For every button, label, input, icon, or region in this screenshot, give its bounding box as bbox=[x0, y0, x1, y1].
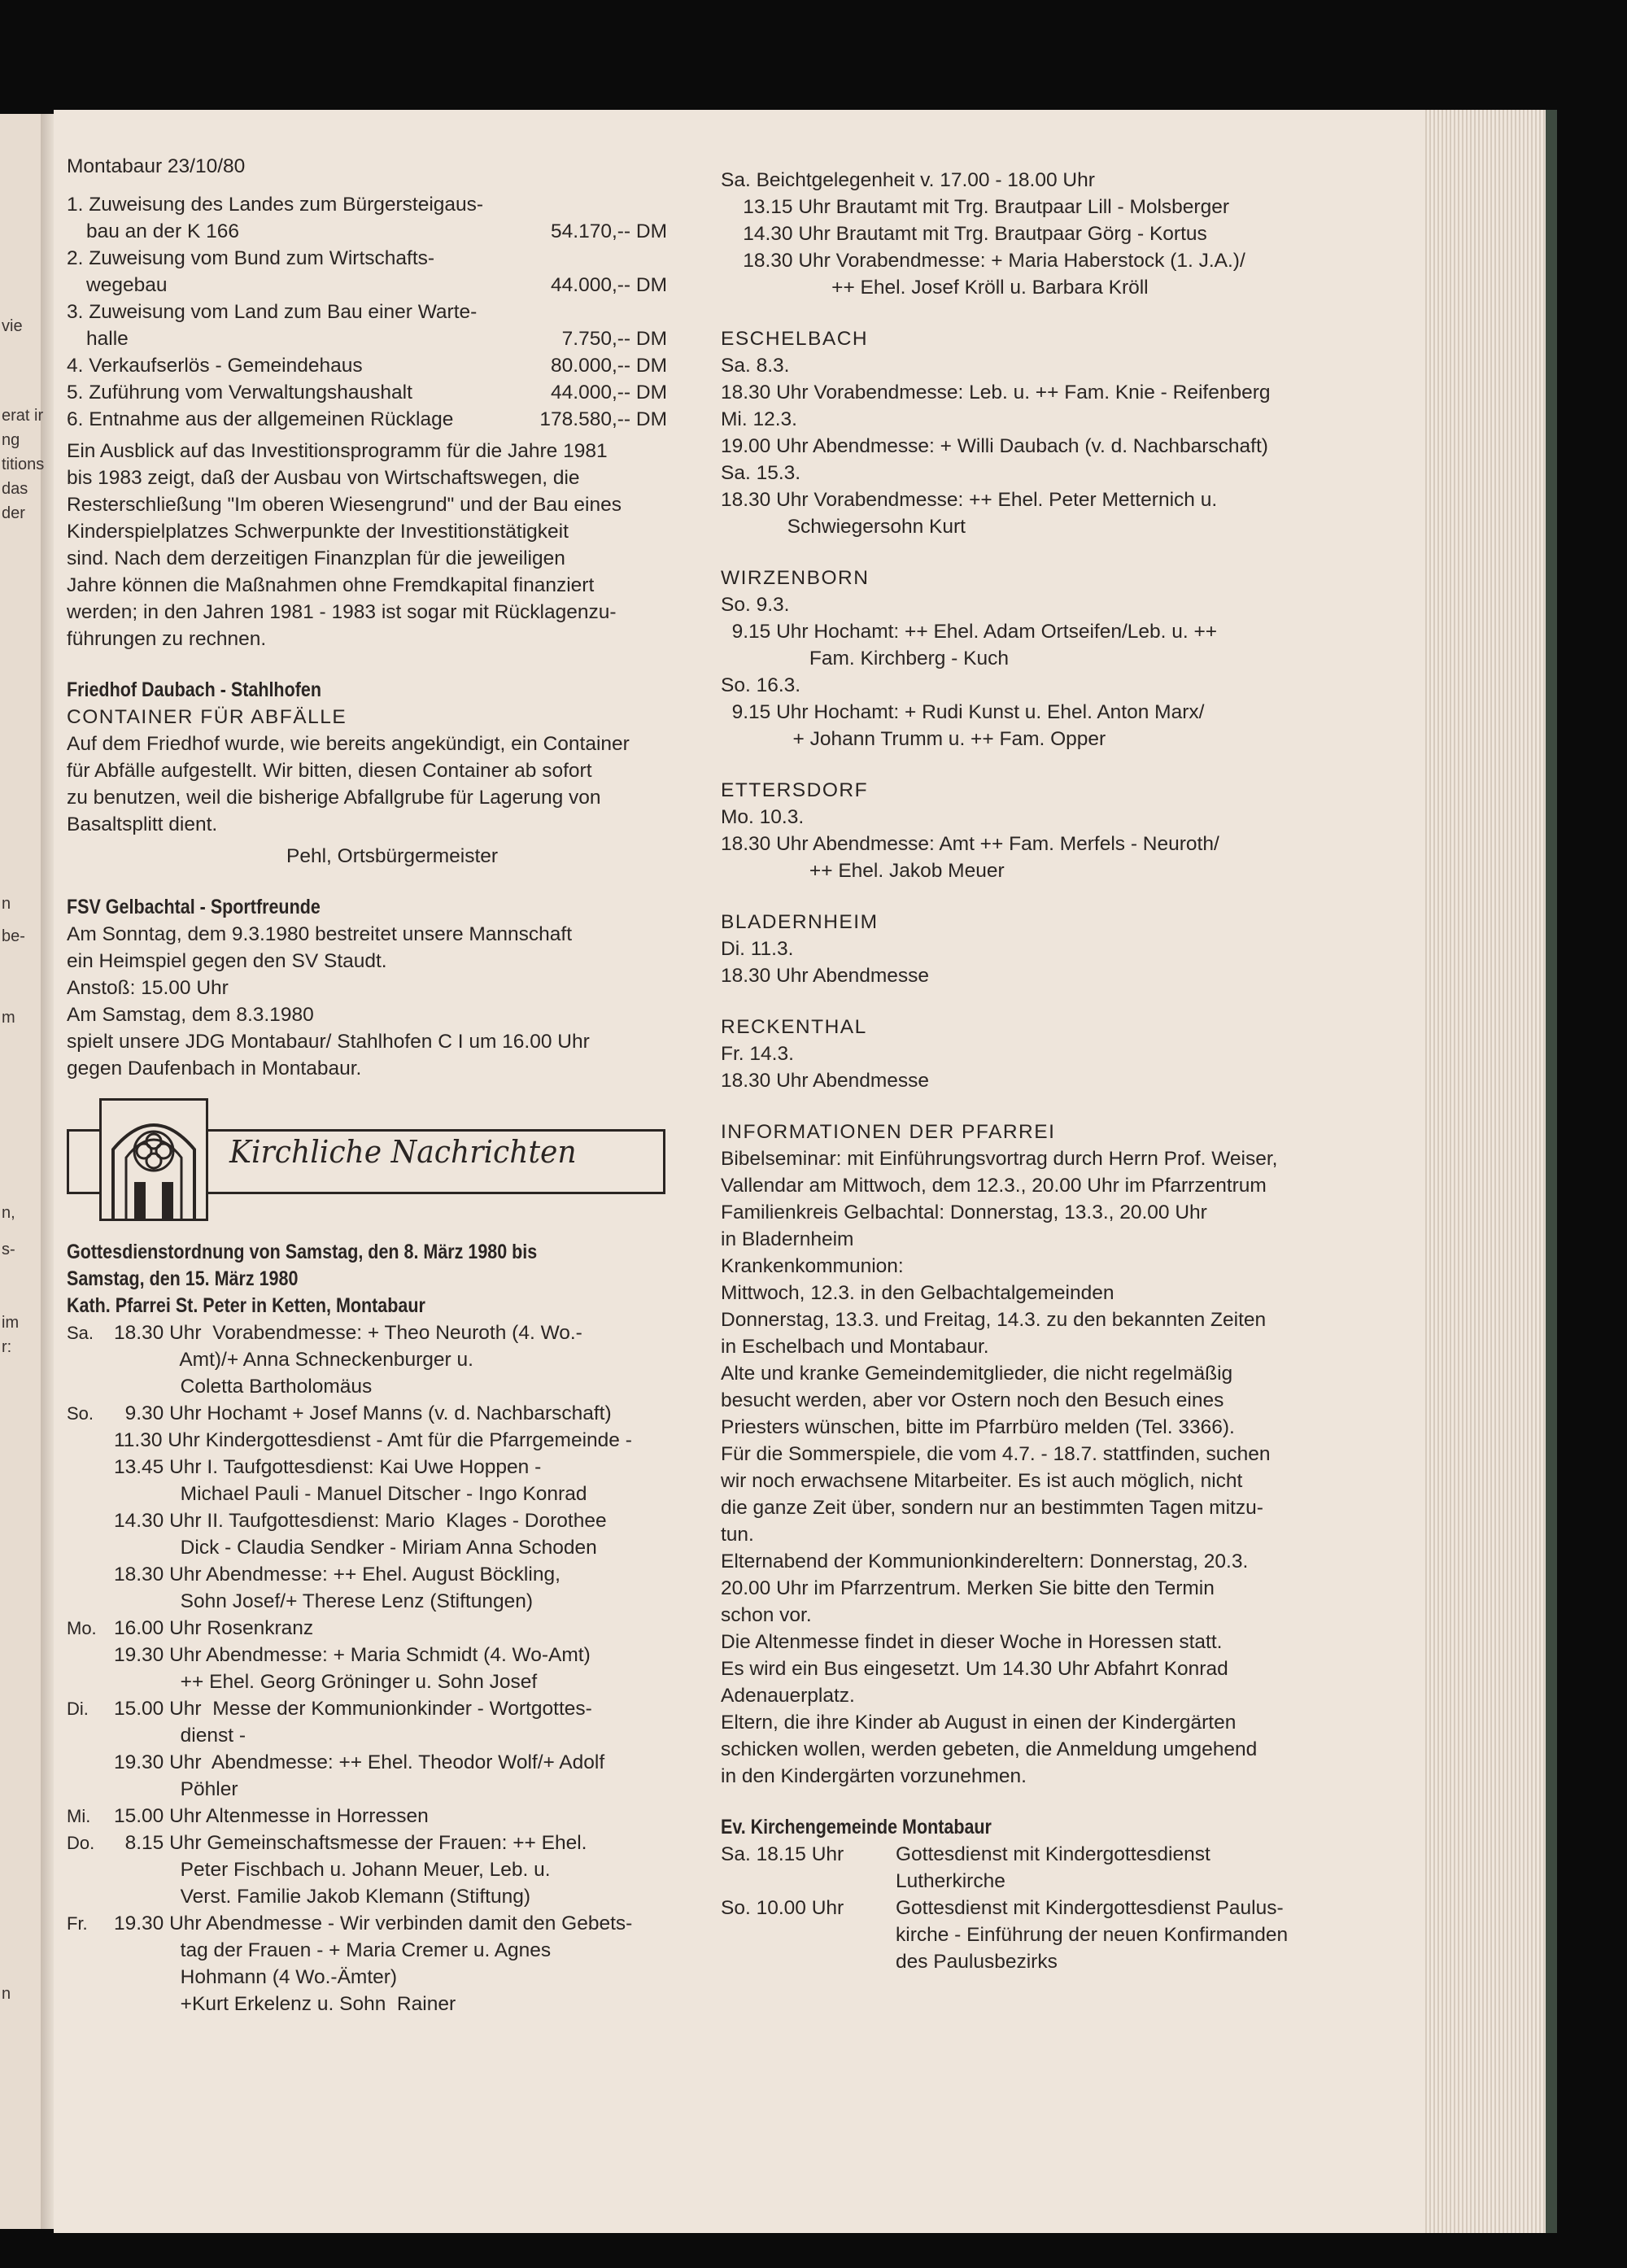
outlook-line: Ein Ausblick auf das Investitionsprogramm für die Jahre 1981 bbox=[67, 440, 608, 462]
finance-row bbox=[67, 245, 669, 272]
service-day bbox=[67, 1749, 114, 1776]
service-line: Peter Fischbach u. Johann Meuer, Leb. u. bbox=[114, 1859, 551, 1881]
fsv-line: spielt unsere JDG Montabaur/ Stahlhofen C I um 16.00 Uhr bbox=[67, 1031, 590, 1053]
ev-schedule bbox=[721, 1841, 1363, 1975]
finance-amount: 80.000,-- DM bbox=[551, 355, 667, 377]
service-day: Do. bbox=[67, 1833, 95, 1853]
ev-when: So. 10.00 Uhr bbox=[721, 1897, 844, 1919]
ev-when bbox=[721, 1868, 896, 1895]
eschelbach-line: 18.30 Uhr Vorabendmesse: Leb. u. ++ Fam. Knie - Reifenberg bbox=[721, 382, 1271, 403]
saturday-line: 14.30 Uhr Brautamt mit Trg. Brautpaar Görg - Kortus bbox=[721, 223, 1207, 245]
eschelbach-title: ESCHELBACH bbox=[721, 328, 869, 350]
service-line: Amt)/+ Anna Schneckenburger u. bbox=[114, 1349, 473, 1371]
service-line: dienst - bbox=[114, 1725, 246, 1747]
fsv-line: Anstoß: 15.00 Uhr bbox=[67, 977, 229, 999]
bladernheim-title: BLADERNHEIM bbox=[721, 911, 879, 933]
finance-row bbox=[67, 191, 669, 218]
wirzenborn-title: WIRZENBORN bbox=[721, 567, 870, 589]
service-line: tag der Frauen - + Maria Cremer u. Agnes bbox=[114, 1939, 552, 1961]
service-day bbox=[67, 1481, 114, 1507]
page-header: Montabaur 23/10/80 bbox=[67, 155, 246, 177]
gottesdienst-schedule bbox=[67, 1319, 669, 2017]
service-line: 15.00 Uhr Altenmesse in Horressen bbox=[114, 1805, 429, 1827]
service-day-entry bbox=[67, 1803, 669, 1830]
saturday-line: 13.15 Uhr Brautamt mit Trg. Brautpaar Lill - Molsberger bbox=[721, 196, 1229, 218]
service-line: Hohmann (4 Wo.-Ämter) bbox=[114, 1966, 398, 1988]
saturday-schedule bbox=[721, 167, 1363, 301]
eschelbach-line: Sa. 15.3. bbox=[721, 462, 801, 484]
previous-page-fragment: ng bbox=[2, 431, 20, 449]
service-day-entry bbox=[67, 1830, 669, 1910]
finance-amount bbox=[496, 191, 669, 218]
informationen-line: Familienkreis Gelbachtal: Donnerstag, 13.3., 20.00 Uhr bbox=[721, 1202, 1207, 1223]
informationen-line: schicken wollen, werden gebeten, die Anmeldung umgehend bbox=[721, 1738, 1258, 1760]
service-line: 18.30 Uhr Abendmesse: ++ Ehel. August Böckling, bbox=[114, 1564, 561, 1585]
eschelbach-line: 19.00 Uhr Abendmesse: + Willi Daubach (v. d. Nachbarschaft) bbox=[721, 435, 1268, 457]
service-day: Fr. bbox=[67, 1913, 88, 1934]
finance-label: wegebau bbox=[86, 274, 168, 296]
informationen-line: in den Kindergärten vorzunehmen. bbox=[721, 1765, 1027, 1787]
service-line: 15.00 Uhr Messe der Kommunionkinder - Wortgottes- bbox=[114, 1698, 592, 1720]
previous-page-fragment: n bbox=[2, 895, 11, 913]
service-day bbox=[67, 1454, 114, 1481]
service-day-entry bbox=[67, 1400, 669, 1615]
service-day bbox=[67, 1427, 114, 1454]
fsv-text bbox=[67, 921, 669, 1082]
service-line: 19.30 Uhr Abendmesse: + Maria Schmidt (4. Wo-Amt) bbox=[114, 1644, 591, 1666]
informationen-line: 20.00 Uhr im Pfarrzentrum. Merken Sie bitte den Termin bbox=[721, 1577, 1215, 1599]
service-day bbox=[67, 1991, 114, 2017]
friedhof-line: für Abfälle aufgestellt. Wir bitten, diesen Container ab sofort bbox=[67, 760, 592, 782]
outlook-line: sind. Nach dem derzeitigen Finanzplan für die jeweiligen bbox=[67, 547, 565, 569]
finance-amount: 44.000,-- DM bbox=[551, 274, 667, 296]
fsv-line: ein Heimspiel gegen den SV Staudt. bbox=[67, 950, 387, 972]
finance-amount: 54.170,-- DM bbox=[551, 220, 667, 242]
bladernheim-line: Di. 11.3. bbox=[721, 938, 794, 960]
finance-row bbox=[67, 406, 669, 433]
service-day bbox=[67, 1534, 114, 1561]
gottesdienst-heading-line: Gottesdienstordnung von Samstag, den 8. März 1980 bis bbox=[67, 1241, 538, 1263]
service-day bbox=[67, 1642, 114, 1668]
service-day: Mo. bbox=[67, 1618, 97, 1638]
service-line: Sohn Josef/+ Therese Lenz (Stiftungen) bbox=[114, 1590, 534, 1612]
previous-page-fragment: vie bbox=[2, 317, 23, 335]
right-column bbox=[721, 167, 1363, 1975]
service-line: 18.30 Uhr Vorabendmesse: + Theo Neuroth (4. Wo.- bbox=[114, 1322, 582, 1344]
ev-line: des Paulusbezirks bbox=[896, 1951, 1058, 1973]
informationen-line: Für die Sommerspiele, die vom 4.7. - 18.7. stattfinden, suchen bbox=[721, 1443, 1271, 1465]
eschelbach-section bbox=[721, 325, 1363, 540]
informationen-section bbox=[721, 1119, 1363, 1790]
friedhof-subheading: CONTAINER FÜR ABFÄLLE bbox=[67, 706, 347, 728]
service-line: 8.15 Uhr Gemeinschaftsmesse der Frauen: ++ Ehel. bbox=[114, 1832, 587, 1854]
informationen-line: Krankenkommunion: bbox=[721, 1255, 904, 1277]
finance-label: 4. Verkaufserlös - Gemeindehaus bbox=[67, 355, 363, 377]
reckenthal-title: RECKENTHAL bbox=[721, 1016, 867, 1038]
outlook-line: Resterschließung "Im oberen Wiesengrund" und der Bau eines bbox=[67, 494, 622, 516]
ev-line: kirche - Einführung der neuen Konfirmanden bbox=[896, 1924, 1289, 1946]
ettersdorf-section bbox=[721, 777, 1363, 884]
informationen-line: in Eschelbach und Montabaur. bbox=[721, 1336, 989, 1358]
left-column bbox=[67, 153, 669, 2017]
informationen-line: Die Altenmesse findet in dieser Woche in Horessen statt. bbox=[721, 1631, 1223, 1653]
saturday-line: Sa. Beichtgelegenheit v. 17.00 - 18.00 Uhr bbox=[721, 169, 1095, 191]
gottesdienst-heading-line: Samstag, den 15. März 1980 bbox=[67, 1267, 299, 1290]
service-day: Di. bbox=[67, 1699, 89, 1719]
informationen-line: Priesters wünschen, bitte im Pfarrbüro melden (Tel. 3366). bbox=[721, 1416, 1235, 1438]
informationen-line: Mittwoch, 12.3. in den Gelbachtalgemeinden bbox=[721, 1282, 1114, 1304]
ev-when bbox=[721, 1948, 896, 1975]
service-line: ++ Ehel. Georg Gröninger u. Sohn Josef bbox=[114, 1671, 538, 1693]
service-day-entry bbox=[67, 1615, 669, 1695]
service-day bbox=[67, 1668, 114, 1695]
friedhof-heading: Friedhof Daubach - Stahlhofen bbox=[67, 678, 321, 701]
previous-page-fragment: s- bbox=[2, 1241, 15, 1258]
service-day bbox=[67, 1937, 114, 1964]
saturday-line: ++ Ehel. Josef Kröll u. Barbara Kröll bbox=[721, 277, 1149, 299]
outlook-line: Jahre können die Maßnahmen ohne Fremdkapital finanziert bbox=[67, 574, 595, 596]
ettersdorf-line: Mo. 10.3. bbox=[721, 806, 805, 828]
fsv-line: gegen Daufenbach in Montabaur. bbox=[67, 1058, 362, 1079]
previous-page-fragment: titions bbox=[2, 456, 45, 473]
outlook-line: werden; in den Jahren 1981 - 1983 ist sogar mit Rücklagenzu- bbox=[67, 601, 617, 623]
service-line: 19.30 Uhr Abendmesse - Wir verbinden damit den Gebets- bbox=[114, 1913, 633, 1934]
service-day-entry bbox=[67, 1695, 669, 1803]
finance-label: halle bbox=[86, 328, 129, 350]
ev-line: Lutherkirche bbox=[896, 1870, 1005, 1892]
service-line: Michael Pauli - Manuel Ditscher - Ingo Konrad bbox=[114, 1483, 587, 1505]
finance-label: 5. Zuführung vom Verwaltungshaushalt bbox=[67, 382, 412, 403]
wirzenborn-line: Fam. Kirchberg - Kuch bbox=[721, 648, 1009, 669]
eschelbach-line: Mi. 12.3. bbox=[721, 408, 797, 430]
previous-page-fragment: n, bbox=[2, 1204, 15, 1222]
finance-amount: 44.000,-- DM bbox=[551, 382, 667, 403]
service-line: Coletta Bartholomäus bbox=[114, 1376, 373, 1398]
gottesdienst-heading bbox=[67, 1239, 669, 1319]
wirzenborn-section bbox=[721, 565, 1363, 752]
church-window-icon bbox=[99, 1098, 208, 1221]
informationen-line: tun. bbox=[721, 1524, 754, 1546]
reckenthal-line: Fr. 14.3. bbox=[721, 1043, 794, 1065]
banner-title: Kirchliche Nachrichten bbox=[229, 1134, 577, 1170]
service-line: Verst. Familie Jakob Klemann (Stiftung) bbox=[114, 1886, 530, 1908]
service-line: 16.00 Uhr Rosenkranz bbox=[114, 1617, 314, 1639]
eschelbach-line: Schwiegersohn Kurt bbox=[721, 516, 966, 538]
fsv-line: Am Samstag, dem 8.3.1980 bbox=[67, 1004, 314, 1026]
informationen-line: Alte und kranke Gemeindemitglieder, die nicht regelmäßig bbox=[721, 1363, 1233, 1385]
finance-amount bbox=[496, 245, 669, 272]
service-day bbox=[67, 1507, 114, 1534]
finance-label: 3. Zuweisung vom Land zum Bau einer Warte- bbox=[67, 301, 478, 323]
service-day bbox=[67, 1964, 114, 1991]
previous-page-fragment: be- bbox=[2, 927, 25, 945]
previous-page-fragment: das bbox=[2, 480, 28, 498]
service-day-entry bbox=[67, 1319, 669, 1400]
book-cover-edge bbox=[1546, 110, 1557, 2233]
service-line: Dick - Claudia Sendker - Miriam Anna Schoden bbox=[114, 1537, 597, 1559]
friedhof-text bbox=[67, 731, 669, 838]
informationen-line: in Bladernheim bbox=[721, 1228, 854, 1250]
previous-page-fragment: m bbox=[2, 1009, 15, 1027]
kirchliche-nachrichten-banner bbox=[67, 1098, 669, 1216]
service-line: 14.30 Uhr II. Taufgottesdienst: Mario Klages - Dorothee bbox=[114, 1510, 607, 1532]
outlook-line: bis 1983 zeigt, daß der Ausbau von Wirtschaftswegen, die bbox=[67, 467, 580, 489]
finance-row bbox=[67, 272, 669, 299]
finance-amount bbox=[496, 299, 669, 325]
wirzenborn-line: 9.15 Uhr Hochamt: ++ Ehel. Adam Ortseifen/Leb. u. ++ bbox=[721, 621, 1218, 643]
outlook-line: führungen zu rechnen. bbox=[67, 628, 267, 650]
finance-list bbox=[67, 191, 669, 433]
finance-label: 6. Entnahme aus der allgemeinen Rücklage bbox=[67, 408, 454, 430]
informationen-line: Eltern, die ihre Kinder ab August in einen der Kindergärten bbox=[721, 1712, 1237, 1734]
informationen-line: Elternabend der Kommunionkindereltern: Donnerstag, 20.3. bbox=[721, 1551, 1249, 1572]
service-day bbox=[67, 1588, 114, 1615]
finance-amount: 7.750,-- DM bbox=[561, 328, 667, 350]
reckenthal-line: 18.30 Uhr Abendmesse bbox=[721, 1070, 930, 1092]
service-day bbox=[67, 1883, 114, 1910]
outlook-line: Kinderspielplatzes Schwerpunkte der Investitionstätigkeit bbox=[67, 521, 569, 543]
finance-label: 1. Zuweisung des Landes zum Bürgersteigaus- bbox=[67, 194, 484, 216]
friedhof-line: Basaltsplitt dient. bbox=[67, 813, 218, 835]
ev-entry bbox=[721, 1841, 1363, 1895]
ettersdorf-title: ETTERSDORF bbox=[721, 779, 869, 801]
fsv-heading: FSV Gelbachtal - Sportfreunde bbox=[67, 896, 321, 918]
wirzenborn-line: So. 9.3. bbox=[721, 594, 790, 616]
informationen-line: Bibelseminar: mit Einführungsvortrag durch Herrn Prof. Weiser, bbox=[721, 1148, 1278, 1170]
finance-row bbox=[67, 352, 669, 379]
service-day: Mi. bbox=[67, 1806, 91, 1826]
service-line: +Kurt Erkelenz u. Sohn Rainer bbox=[114, 1993, 456, 2015]
service-day bbox=[67, 1346, 114, 1373]
previous-page-fragment: n bbox=[2, 1985, 11, 2003]
service-day: So. bbox=[67, 1403, 94, 1424]
informationen-title: INFORMATIONEN DER PFARREI bbox=[721, 1121, 1056, 1143]
service-day bbox=[67, 1373, 114, 1400]
bladernheim-section bbox=[721, 909, 1363, 989]
service-line: 11.30 Uhr Kindergottesdienst - Amt für die Pfarrgemeinde - bbox=[114, 1429, 632, 1451]
finance-label: 2. Zuweisung vom Bund zum Wirtschafts- bbox=[67, 247, 435, 269]
ev-line: Gottesdienst mit Kindergottesdienst Paulus- bbox=[896, 1897, 1284, 1919]
wirzenborn-line: 9.15 Uhr Hochamt: + Rudi Kunst u. Ehel. Anton Marx/ bbox=[721, 701, 1205, 723]
fsv-line: Am Sonntag, dem 9.3.1980 bestreitet unsere Mannschaft bbox=[67, 923, 573, 945]
service-line: Pöhler bbox=[114, 1778, 238, 1800]
reckenthal-section bbox=[721, 1014, 1363, 1094]
service-day: Sa. bbox=[67, 1323, 94, 1343]
service-line: 9.30 Uhr Hochamt + Josef Manns (v. d. Nachbarschaft) bbox=[114, 1402, 612, 1424]
finance-label: bau an der K 166 bbox=[86, 220, 239, 242]
ettersdorf-line: ++ Ehel. Jakob Meuer bbox=[721, 860, 1005, 882]
previous-page-fragment: r: bbox=[2, 1338, 12, 1356]
page-edges bbox=[1425, 110, 1555, 2233]
previous-page-fragment: der bbox=[2, 504, 25, 522]
informationen-line: wir noch erwachsene Mitarbeiter. Es ist auch möglich, nicht bbox=[721, 1470, 1243, 1492]
ev-when: Sa. 18.15 Uhr bbox=[721, 1843, 844, 1865]
outlook-paragraph bbox=[67, 438, 669, 652]
service-day-entry bbox=[67, 1910, 669, 2017]
informationen-line: Adenauerplatz. bbox=[721, 1685, 855, 1707]
finance-row bbox=[67, 379, 669, 406]
finance-row bbox=[67, 299, 669, 325]
eschelbach-line: Sa. 8.3. bbox=[721, 355, 790, 377]
ev-heading: Ev. Kirchengemeinde Montabaur bbox=[721, 1816, 992, 1838]
informationen-line: die ganze Zeit über, sondern nur an bestimmten Tagen mitzu- bbox=[721, 1497, 1263, 1519]
saturday-line: 18.30 Uhr Vorabendmesse: + Maria Haberstock (1. J.A.)/ bbox=[721, 250, 1245, 272]
previous-page-fragment: im bbox=[2, 1314, 20, 1332]
gottesdienst-heading-line: Kath. Pfarrei St. Peter in Ketten, Montabaur bbox=[67, 1294, 425, 1317]
finance-amount: 178.580,-- DM bbox=[539, 408, 667, 430]
ev-line: Gottesdienst mit Kindergottesdienst bbox=[896, 1843, 1210, 1865]
finance-row bbox=[67, 218, 669, 245]
informationen-line: besucht werden, aber vor Ostern noch den Besuch eines bbox=[721, 1389, 1224, 1411]
wirzenborn-line: + Johann Trumm u. ++ Fam. Opper bbox=[721, 728, 1106, 750]
informationen-line: schon vor. bbox=[721, 1604, 812, 1626]
finance-row bbox=[67, 325, 669, 352]
wirzenborn-line: So. 16.3. bbox=[721, 674, 801, 696]
bladernheim-line: 18.30 Uhr Abendmesse bbox=[721, 965, 930, 987]
friedhof-line: zu benutzen, weil die bisherige Abfallgrube für Lagerung von bbox=[67, 787, 601, 809]
friedhof-signature: Pehl, Ortsbürgermeister bbox=[286, 845, 499, 867]
eschelbach-line: 18.30 Uhr Vorabendmesse: ++ Ehel. Peter Metternich u. bbox=[721, 489, 1218, 511]
informationen-line: Vallendar am Mittwoch, dem 12.3., 20.00 Uhr im Pfarrzentrum bbox=[721, 1175, 1267, 1197]
ettersdorf-line: 18.30 Uhr Abendmesse: Amt ++ Fam. Merfels - Neuroth/ bbox=[721, 833, 1219, 855]
service-day bbox=[67, 1856, 114, 1883]
service-line: 19.30 Uhr Abendmesse: ++ Ehel. Theodor Wolf/+ Adolf bbox=[114, 1751, 605, 1773]
service-day bbox=[67, 1722, 114, 1749]
previous-page-fragment: erat ir bbox=[2, 407, 44, 425]
service-day bbox=[67, 1776, 114, 1803]
informationen-line: Donnerstag, 13.3. und Freitag, 14.3. zu den bekannten Zeiten bbox=[721, 1309, 1267, 1331]
ev-entry bbox=[721, 1895, 1363, 1975]
service-day bbox=[67, 1561, 114, 1588]
informationen-line: Es wird ein Bus eingesetzt. Um 14.30 Uhr Abfahrt Konrad bbox=[721, 1658, 1228, 1680]
friedhof-line: Auf dem Friedhof wurde, wie bereits angekündigt, ein Container bbox=[67, 733, 630, 755]
service-line: 13.45 Uhr I. Taufgottesdienst: Kai Uwe Hoppen - bbox=[114, 1456, 542, 1478]
ev-when bbox=[721, 1921, 896, 1948]
